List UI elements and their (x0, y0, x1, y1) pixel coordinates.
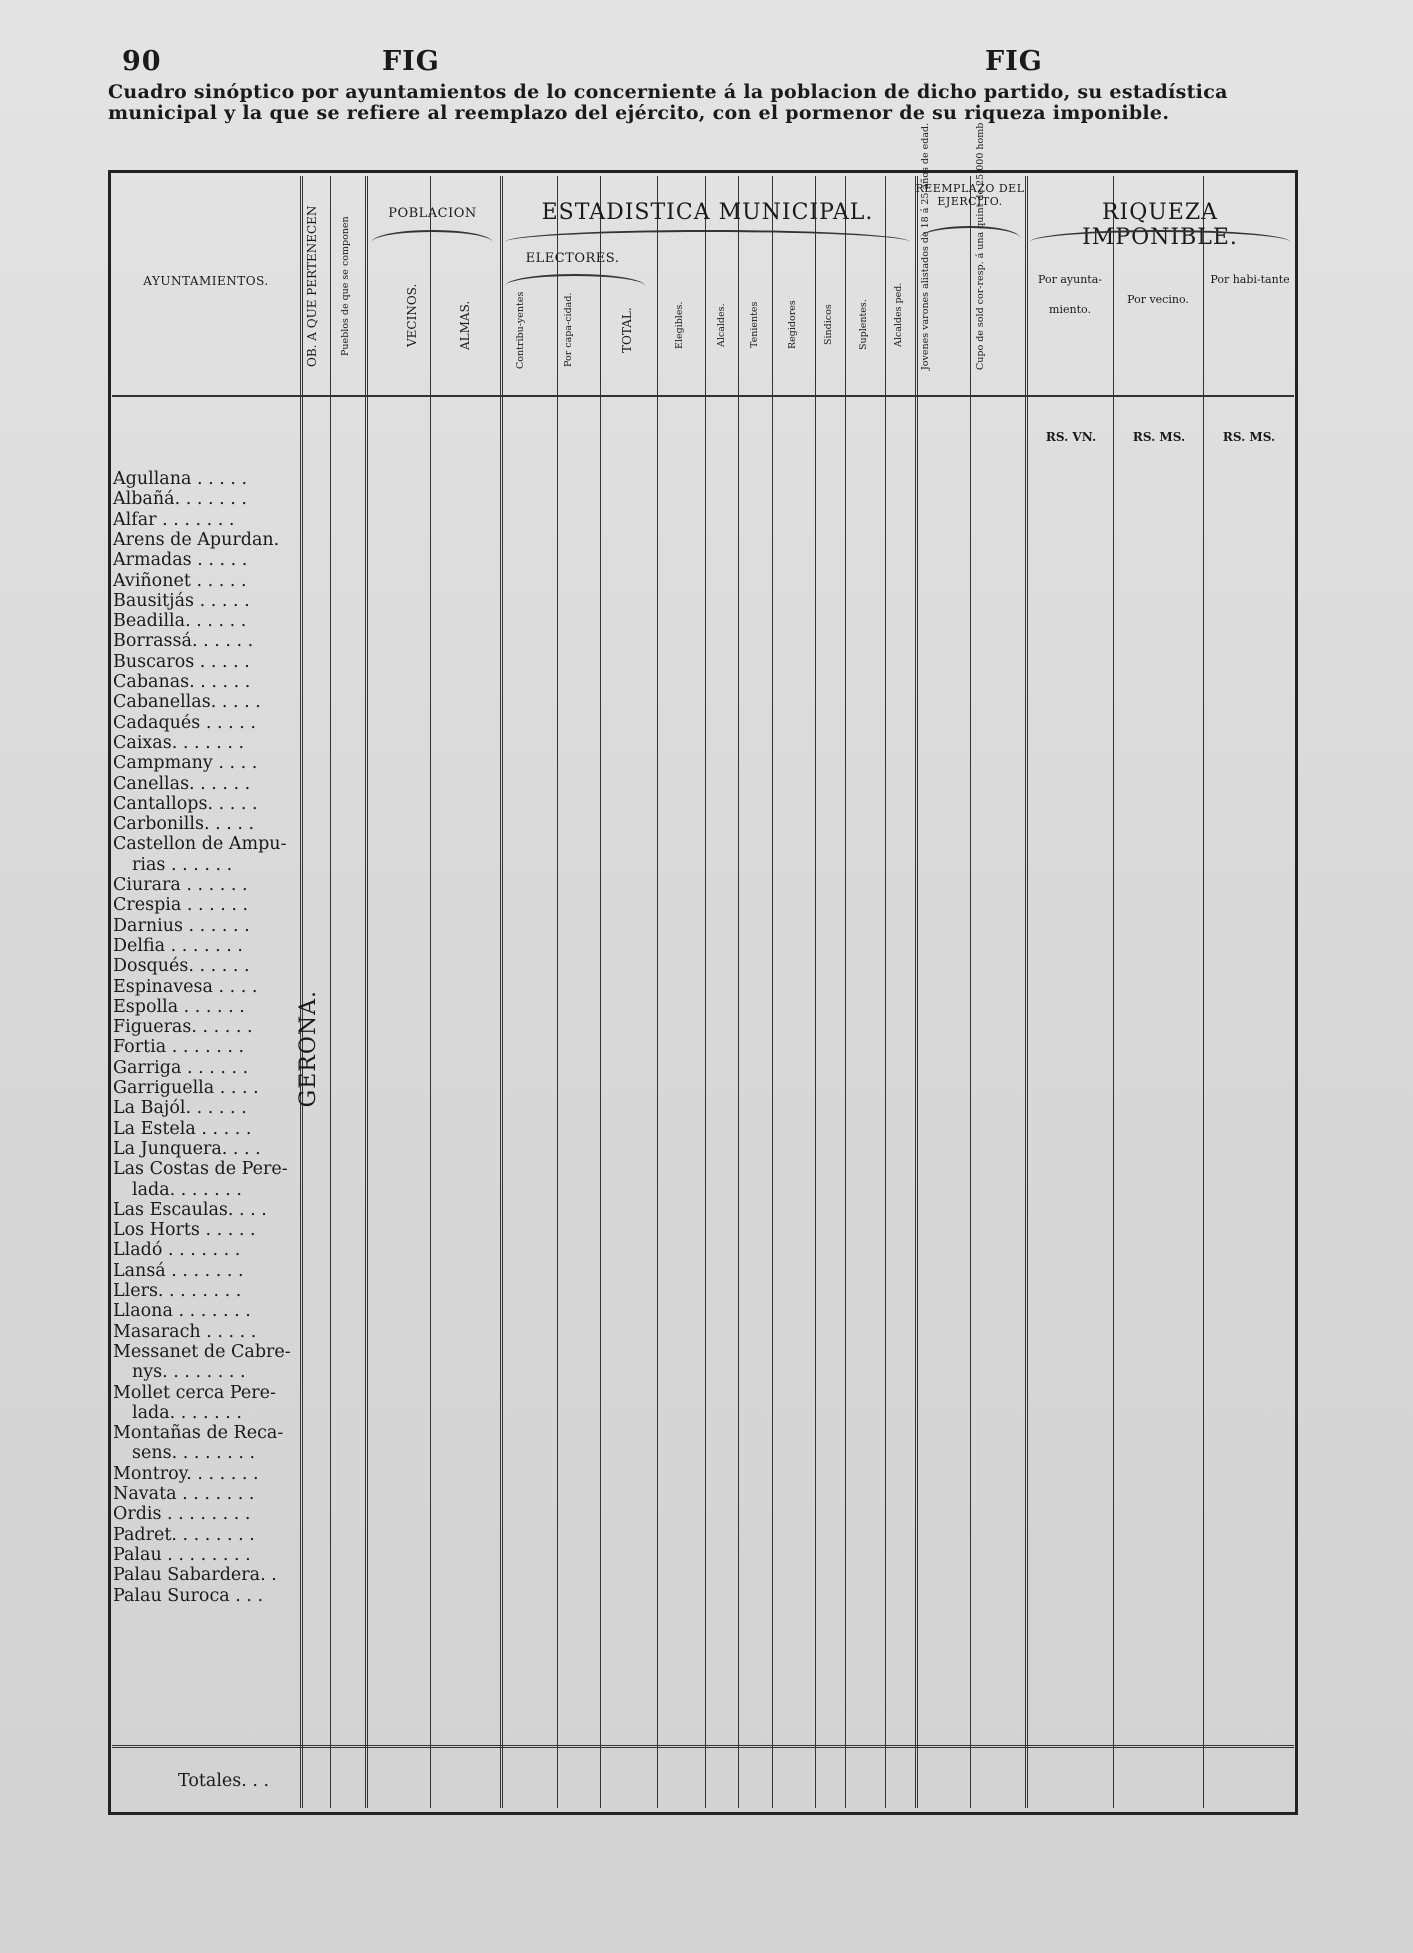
row-name: La Junquera. . . . (113, 1138, 261, 1159)
row-name: Fortia . . . . . . . (113, 1037, 245, 1058)
row-name: Garriguella . . . . (113, 1078, 259, 1098)
row-name: Cadaqués . . . . . (113, 712, 256, 733)
row-name: Bausitjás . . . . . (113, 590, 250, 611)
header-reemplazo: REEMPLAZO DEL EJERCITO. (915, 182, 1025, 208)
header-tenientes: Tenientes (749, 301, 760, 349)
row-name: Llaona . . . . . . . (113, 1301, 251, 1322)
row-name: Dosqués. . . . . . (113, 956, 250, 977)
row-name: Llers. . . . . . . . (113, 1281, 242, 1301)
row-name: Caixas. . . . . . . (113, 732, 245, 753)
column-rule (738, 176, 739, 1808)
header-por-ayuntamiento: Por ayunta-miento. (1038, 273, 1102, 316)
column-rule (657, 176, 658, 1808)
header-capacidad: Por capa-cidad. (563, 292, 574, 368)
row-name: Delfia . . . . . . . (113, 935, 243, 956)
row-name: Palau Suroca . . . (113, 1585, 264, 1606)
column-rule (1025, 176, 1028, 1808)
header-total: TOTAL. (620, 307, 634, 353)
row-name: Navata . . . . . . . (113, 1484, 255, 1504)
row-name: Ciurara . . . . . . (113, 875, 248, 895)
header-ayuntamientos: AYUNTAMIENTOS. (143, 274, 269, 288)
header-alcaldes-ped: Alcaldes ped. (893, 282, 904, 348)
row-name: Montañas de Reca- (113, 1423, 284, 1444)
header-estadistica: ESTADISTICA MUNICIPAL. (541, 200, 874, 225)
header-ob: OB. A QUE PERTENECEN (305, 205, 319, 367)
running-head-right: FIG (985, 46, 1043, 77)
row-name: Masarach . . . . . (113, 1321, 257, 1342)
row-name: Arens de Apurdan. (113, 529, 280, 550)
table-caption: Cuadro sinóptico por ayuntamientos de lo concerniente á la poblacion de dicho partido, su estadística municipal y la que se refiere al reemplazo del ejército, con el pormenor de su riqueza imponible. (108, 81, 1228, 124)
row-name: Messanet de Cabre- (113, 1341, 291, 1362)
column-rule (970, 176, 971, 1808)
row-name-cont: nys. . . . . . . . (132, 1362, 246, 1383)
table-frame (108, 122, 1298, 1815)
header-pueblos: Pueblos de que se componen (340, 216, 351, 356)
header-almas: ALMAS. (458, 300, 472, 350)
header-por-vecino: Por vecino. (1127, 293, 1189, 306)
row-name: Espinavesa . . . . (113, 976, 258, 997)
row-name: Buscaros . . . . . (113, 651, 250, 672)
row-name: Los Horts . . . . . (113, 1220, 256, 1241)
header-riqueza: RIQUEZA IMPONIBLE. (1082, 200, 1238, 250)
header-alcaldes: Alcaldes. (716, 303, 727, 347)
header-cupo: Cupo de sold cor-resp. á una quint de 25,000 homb (975, 122, 986, 370)
row-name: Castellon de Ampu- (113, 834, 287, 855)
column-rule (500, 176, 503, 1808)
row-name: Ordis . . . . . . . . (113, 1504, 251, 1525)
header-suplentes: Suplentes. (858, 299, 869, 351)
row-name-cont: sens. . . . . . . . (132, 1443, 256, 1464)
column-rule (600, 176, 601, 1808)
unit-ayuntamiento: RS. VN. (1045, 430, 1097, 444)
row-name: Las Escaulas. . . . (113, 1199, 267, 1220)
row-name: La Bajól. . . . . . (113, 1098, 247, 1119)
column-rule (815, 176, 816, 1808)
row-name: Albañá. . . . . . . (113, 489, 247, 510)
row-name: Darnius . . . . . . (113, 915, 250, 936)
row-name: Aviñonet . . . . . (113, 570, 247, 591)
header-elegibles: Elegibles. (674, 301, 685, 349)
row-name-cont: rias . . . . . . (132, 854, 233, 875)
row-name: Carbonills. . . . . (113, 814, 255, 835)
header-rule (112, 395, 1294, 397)
row-name: Figueras. . . . . . (113, 1017, 253, 1038)
row-name: Crespia . . . . . . (113, 895, 249, 916)
row-name-cont: lada. . . . . . . (132, 1402, 242, 1423)
row-name: Palau . . . . . . . . (113, 1544, 251, 1565)
row-name: Cantallops. . . . . (113, 793, 258, 814)
obispado-label: GERONA. (296, 990, 321, 1108)
row-name: Borrassá. . . . . . (113, 631, 254, 652)
totals-label: Totales. . . (178, 1771, 270, 1791)
row-name: Cabanellas. . . . . (113, 692, 261, 713)
row-name: Alfar . . . . . . . (113, 509, 235, 530)
column-rule (365, 176, 368, 1808)
column-rule (330, 176, 331, 1808)
column-rule (430, 176, 431, 1808)
header-electores: ELECTORES. (525, 251, 620, 266)
row-name: La Estela . . . . . (113, 1118, 252, 1139)
column-rule (885, 176, 886, 1808)
column-rule (1113, 176, 1114, 1808)
row-name: Campmany . . . . (113, 753, 258, 774)
header-sindicos: Sindicos (823, 304, 834, 346)
totals-rule (112, 1745, 1294, 1748)
column-rule (1203, 176, 1204, 1808)
header-contribuyentes: Contribu-yentes (515, 291, 526, 369)
row-name: Canellas. . . . . . (113, 773, 251, 794)
column-rule (772, 176, 773, 1808)
column-rule (915, 176, 918, 1808)
row-name: Agullana . . . . . (113, 469, 248, 489)
row-name: Lansá . . . . . . . (113, 1260, 244, 1281)
header-poblacion: POBLACION (388, 206, 477, 221)
row-name: Armadas . . . . . (113, 550, 248, 571)
row-name: Montroy. . . . . . . (113, 1463, 259, 1484)
row-name: Espolla . . . . . . (113, 996, 245, 1017)
row-name: Cabanas. . . . . . (113, 672, 251, 692)
header-por-habitante: Por habi-tante (1210, 273, 1290, 286)
row-name: Beadilla. . . . . . (113, 611, 247, 632)
column-rule (845, 176, 846, 1808)
unit-habitante: RS. MS. (1222, 430, 1276, 444)
running-head-left: FIG (382, 46, 440, 77)
column-rule (557, 176, 558, 1808)
header-regidores: Regidores (787, 300, 798, 350)
header-vecinos: VECINOS. (405, 283, 419, 347)
row-name: Mollet cerca Pere- (113, 1382, 276, 1403)
row-name: Garriga . . . . . . (113, 1057, 249, 1078)
row-name: Las Costas de Pere- (113, 1159, 288, 1180)
column-rule (705, 176, 706, 1808)
page-number: 90 (122, 46, 162, 77)
header-jovenes: Jovenes varones alistados de 18 á 25 años de edad. (920, 122, 931, 370)
row-name: Padret. . . . . . . . (113, 1524, 255, 1545)
row-name: Lladó . . . . . . . (113, 1240, 241, 1261)
unit-vecino: RS. MS. (1132, 430, 1186, 444)
row-name-cont: lada. . . . . . . (132, 1179, 242, 1200)
row-name: Palau Sabardera. . (113, 1565, 277, 1586)
